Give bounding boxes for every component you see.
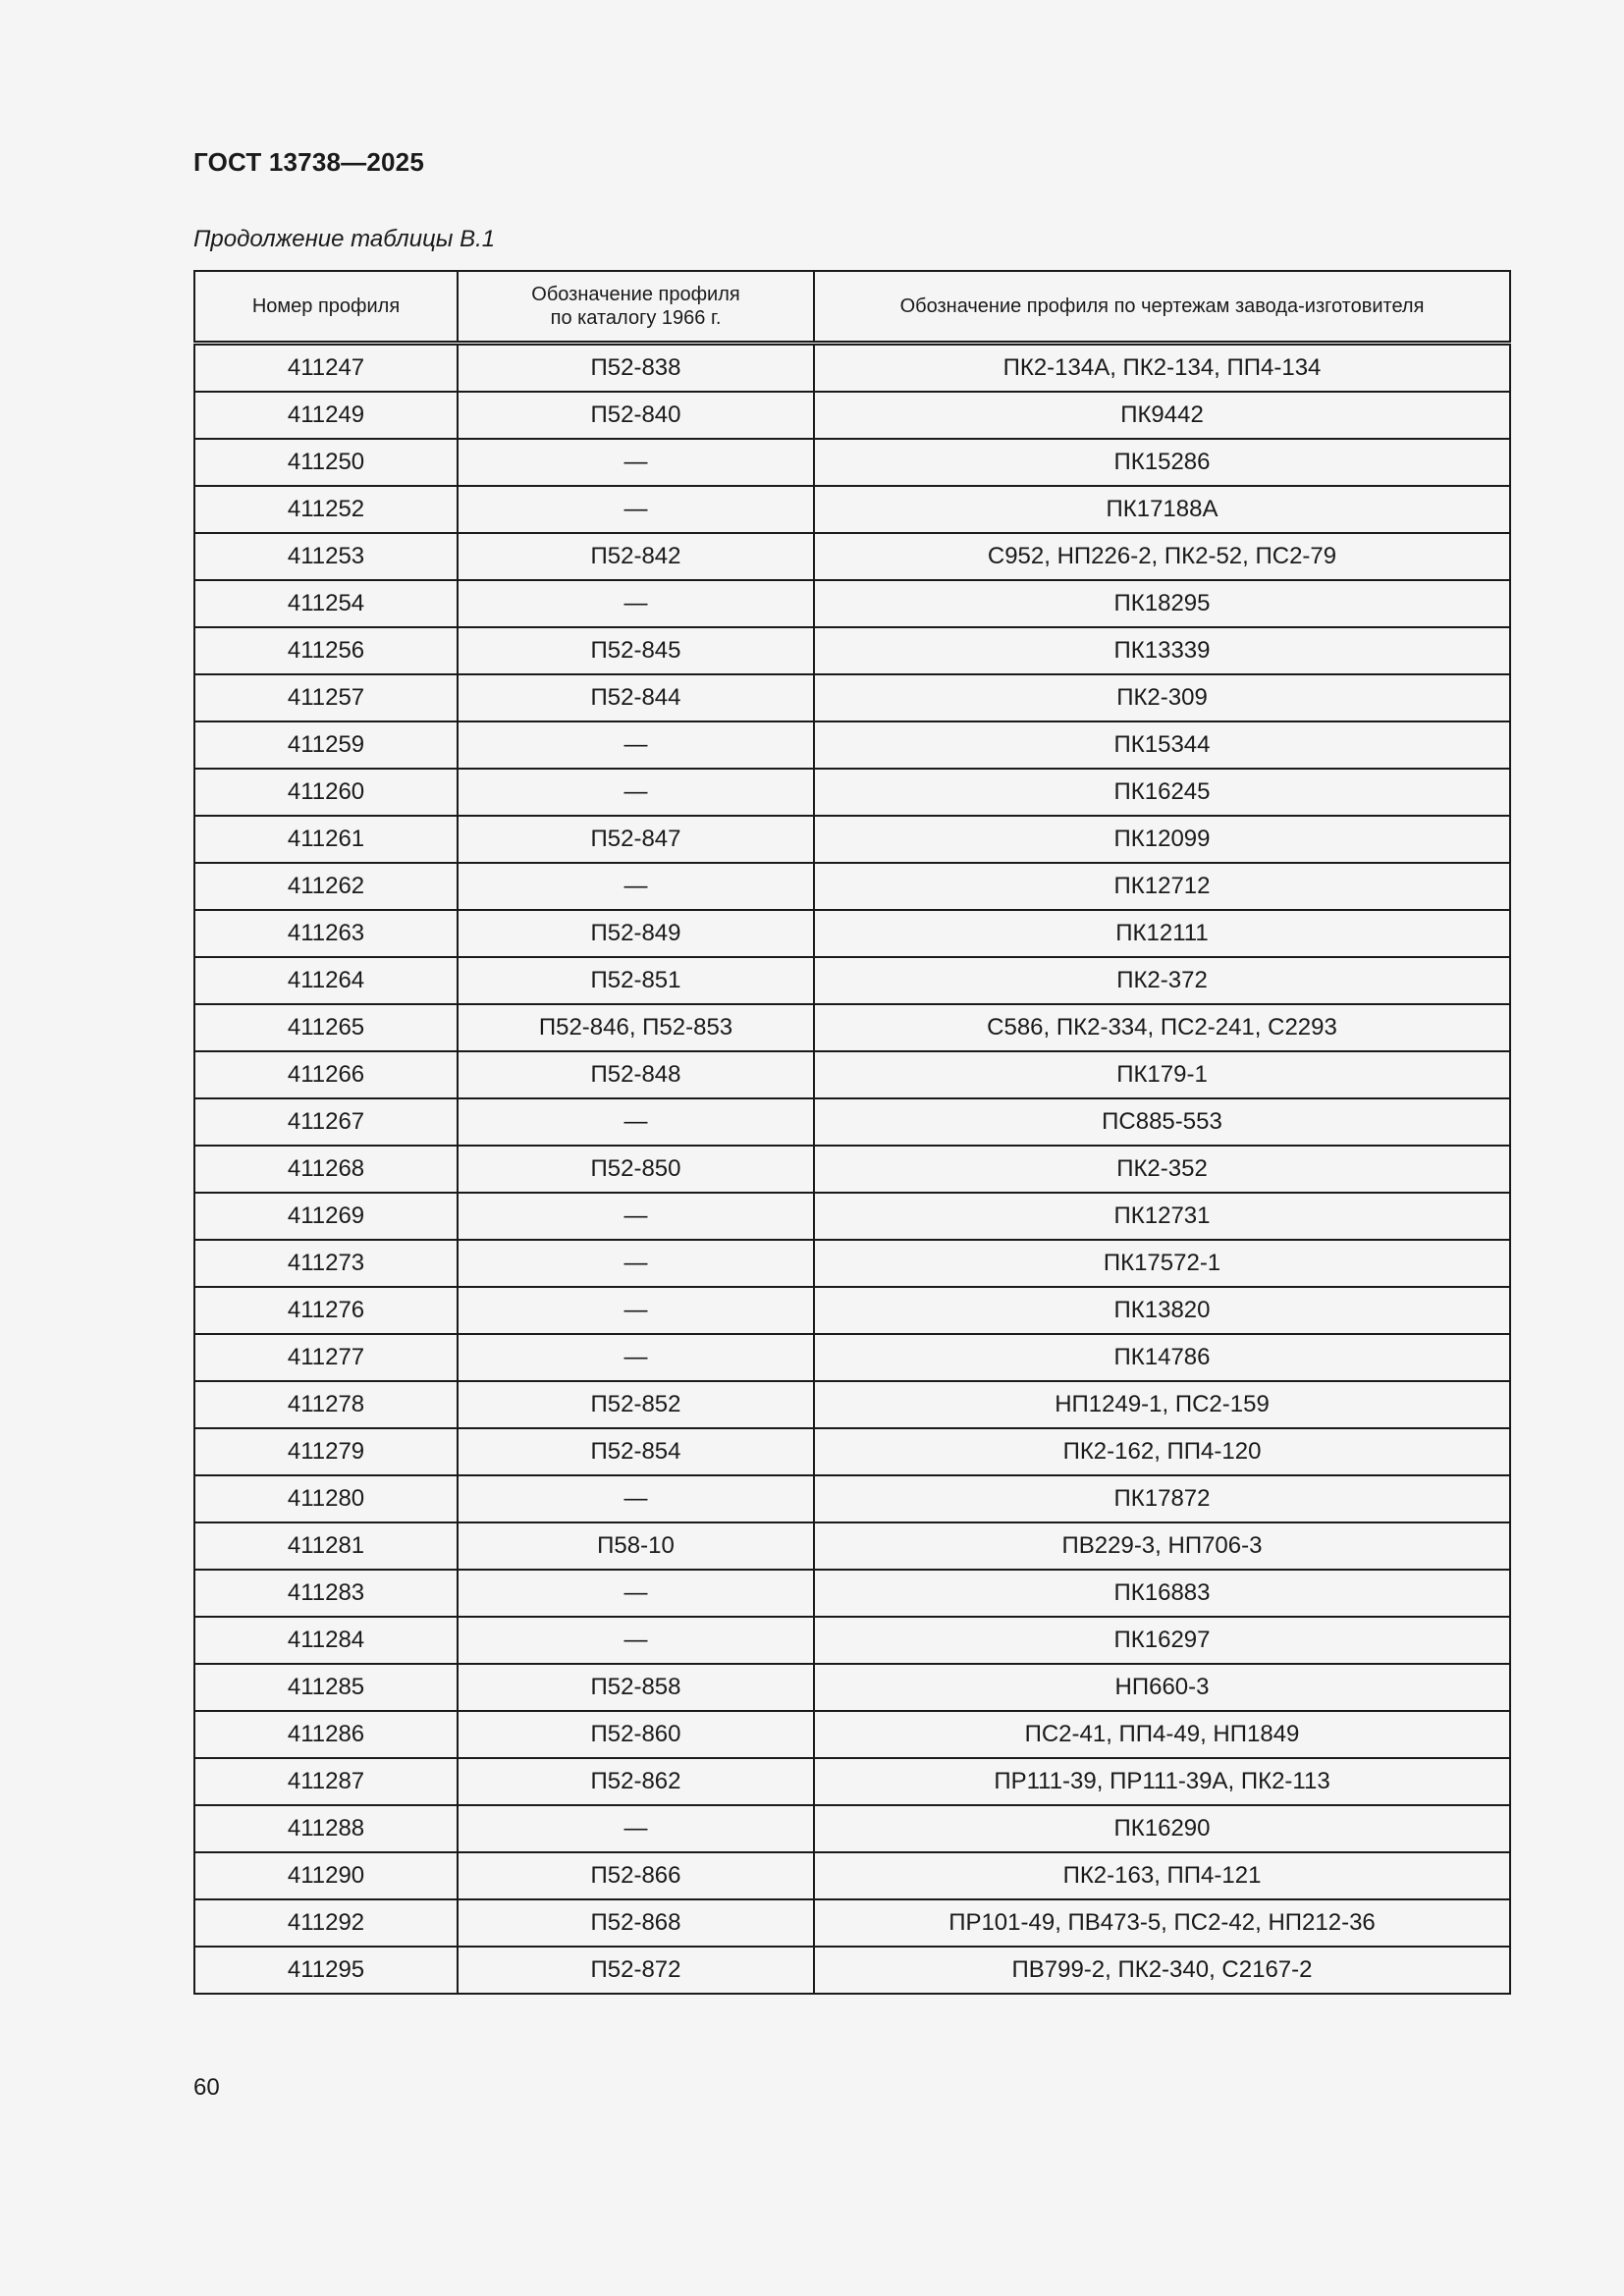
table-body: [194, 344, 1510, 1995]
cell-factory-drawings: ПВ229-3, НП706-3: [814, 1522, 1510, 1570]
column-header-factory-drawings: Обозначение профиля по чертежам завода-изготовителя: [814, 271, 1510, 344]
cell-catalog-1966: —: [458, 1334, 814, 1381]
cell-factory-drawings: ПК2-309: [814, 674, 1510, 721]
cell-profile-number: 411253: [194, 533, 458, 580]
table-header-row: [194, 271, 1510, 344]
cell-factory-drawings: ПК12111: [814, 910, 1510, 957]
cell-factory-drawings: ПК12099: [814, 816, 1510, 863]
cell-catalog-1966: —: [458, 580, 814, 627]
cell-catalog-1966: П52-844: [458, 674, 814, 721]
table-row: [194, 1758, 1510, 1805]
table-row: [194, 1899, 1510, 1947]
cell-catalog-1966: П52-862: [458, 1758, 814, 1805]
cell-profile-number: 411281: [194, 1522, 458, 1570]
cell-catalog-1966: —: [458, 863, 814, 910]
cell-factory-drawings: С952, НП226-2, ПК2-52, ПС2-79: [814, 533, 1510, 580]
cell-factory-drawings: ПК2-162, ПП4-120: [814, 1428, 1510, 1475]
cell-factory-drawings: ПК12712: [814, 863, 1510, 910]
table-row: [194, 674, 1510, 721]
cell-factory-drawings: ПК16883: [814, 1570, 1510, 1617]
cell-factory-drawings: ПК13820: [814, 1287, 1510, 1334]
cell-factory-drawings: ПК14786: [814, 1334, 1510, 1381]
cell-profile-number: 411266: [194, 1051, 458, 1098]
table-row: [194, 721, 1510, 769]
cell-catalog-1966: П58-10: [458, 1522, 814, 1570]
cell-factory-drawings: ПК2-352: [814, 1146, 1510, 1193]
table-row: [194, 1947, 1510, 1994]
cell-catalog-1966: П52-847: [458, 816, 814, 863]
cell-catalog-1966: —: [458, 769, 814, 816]
cell-profile-number: 411259: [194, 721, 458, 769]
cell-profile-number: 411277: [194, 1334, 458, 1381]
cell-profile-number: 411267: [194, 1098, 458, 1146]
cell-profile-number: 411261: [194, 816, 458, 863]
table-row: [194, 910, 1510, 957]
table-row: [194, 1522, 1510, 1570]
cell-profile-number: 411269: [194, 1193, 458, 1240]
cell-catalog-1966: —: [458, 1193, 814, 1240]
cell-profile-number: 411254: [194, 580, 458, 627]
cell-catalog-1966: П52-852: [458, 1381, 814, 1428]
cell-catalog-1966: П52-848: [458, 1051, 814, 1098]
table-row: [194, 957, 1510, 1004]
cell-profile-number: 411280: [194, 1475, 458, 1522]
column-header-catalog-1966: Обозначение профиля по каталогу 1966 г.: [458, 271, 814, 344]
table-row: [194, 1193, 1510, 1240]
cell-catalog-1966: —: [458, 1287, 814, 1334]
cell-profile-number: 411264: [194, 957, 458, 1004]
cell-catalog-1966: П52-850: [458, 1146, 814, 1193]
cell-factory-drawings: ПР101-49, ПВ473-5, ПС2-42, НП212-36: [814, 1899, 1510, 1947]
cell-profile-number: 411252: [194, 486, 458, 533]
table-caption: Продолжение таблицы В.1: [193, 226, 496, 252]
table-row: [194, 1617, 1510, 1664]
cell-profile-number: 411247: [194, 344, 458, 393]
table-row: [194, 1475, 1510, 1522]
cell-catalog-1966: —: [458, 1570, 814, 1617]
cell-factory-drawings: ПС2-41, ПП4-49, НП1849: [814, 1711, 1510, 1758]
cell-factory-drawings: ПК17872: [814, 1475, 1510, 1522]
cell-factory-drawings: ПК16245: [814, 769, 1510, 816]
table-row: [194, 1287, 1510, 1334]
table-row: [194, 1852, 1510, 1899]
cell-profile-number: 411287: [194, 1758, 458, 1805]
table-row: [194, 627, 1510, 674]
table-row: [194, 1146, 1510, 1193]
cell-profile-number: 411285: [194, 1664, 458, 1711]
cell-profile-number: 411268: [194, 1146, 458, 1193]
cell-catalog-1966: —: [458, 1805, 814, 1852]
cell-profile-number: 411286: [194, 1711, 458, 1758]
cell-profile-number: 411249: [194, 392, 458, 439]
cell-catalog-1966: —: [458, 439, 814, 486]
cell-factory-drawings: ПК12731: [814, 1193, 1510, 1240]
cell-factory-drawings: ПК179-1: [814, 1051, 1510, 1098]
profiles-table: [193, 270, 1511, 1995]
cell-factory-drawings: НП1249-1, ПС2-159: [814, 1381, 1510, 1428]
cell-profile-number: 411283: [194, 1570, 458, 1617]
cell-factory-drawings: ПК2-163, ПП4-121: [814, 1852, 1510, 1899]
document-header: ГОСТ 13738—2025: [193, 147, 424, 177]
cell-factory-drawings: ПК13339: [814, 627, 1510, 674]
cell-factory-drawings: ПК16290: [814, 1805, 1510, 1852]
cell-catalog-1966: П52-868: [458, 1899, 814, 1947]
cell-catalog-1966: П52-872: [458, 1947, 814, 1994]
cell-catalog-1966: —: [458, 486, 814, 533]
table-row: [194, 486, 1510, 533]
cell-profile-number: 411260: [194, 769, 458, 816]
table-row: [194, 863, 1510, 910]
cell-profile-number: 411265: [194, 1004, 458, 1051]
cell-catalog-1966: П52-849: [458, 910, 814, 957]
cell-factory-drawings: ПК15286: [814, 439, 1510, 486]
table-row: [194, 1334, 1510, 1381]
cell-factory-drawings: ПС885-553: [814, 1098, 1510, 1146]
cell-factory-drawings: ПК9442: [814, 392, 1510, 439]
table-row: [194, 1664, 1510, 1711]
cell-profile-number: 411290: [194, 1852, 458, 1899]
table-row: [194, 344, 1510, 393]
cell-catalog-1966: П52-840: [458, 392, 814, 439]
cell-catalog-1966: П52-860: [458, 1711, 814, 1758]
cell-catalog-1966: —: [458, 1475, 814, 1522]
table-row: [194, 1004, 1510, 1051]
cell-catalog-1966: —: [458, 1240, 814, 1287]
cell-profile-number: 411273: [194, 1240, 458, 1287]
table-row: [194, 1805, 1510, 1852]
cell-factory-drawings: ПК17188А: [814, 486, 1510, 533]
cell-profile-number: 411292: [194, 1899, 458, 1947]
cell-factory-drawings: ПР111-39, ПР111-39А, ПК2-113: [814, 1758, 1510, 1805]
cell-catalog-1966: П52-845: [458, 627, 814, 674]
table-row: [194, 1051, 1510, 1098]
table-row: [194, 1711, 1510, 1758]
cell-catalog-1966: П52-858: [458, 1664, 814, 1711]
cell-profile-number: 411295: [194, 1947, 458, 1994]
table-row: [194, 1428, 1510, 1475]
table-row: [194, 769, 1510, 816]
cell-catalog-1966: П52-866: [458, 1852, 814, 1899]
table-row: [194, 1240, 1510, 1287]
cell-catalog-1966: П52-846, П52-853: [458, 1004, 814, 1051]
table-row: [194, 580, 1510, 627]
table-row: [194, 1381, 1510, 1428]
cell-profile-number: 411257: [194, 674, 458, 721]
table-row: [194, 392, 1510, 439]
table-row: [194, 816, 1510, 863]
column-header-profile-number: Номер профиля: [194, 271, 458, 344]
cell-catalog-1966: П52-838: [458, 344, 814, 393]
cell-factory-drawings: ПК16297: [814, 1617, 1510, 1664]
cell-catalog-1966: П52-854: [458, 1428, 814, 1475]
cell-factory-drawings: ПК15344: [814, 721, 1510, 769]
cell-profile-number: 411276: [194, 1287, 458, 1334]
cell-profile-number: 411250: [194, 439, 458, 486]
cell-profile-number: 411262: [194, 863, 458, 910]
cell-factory-drawings: С586, ПК2-334, ПС2-241, С2293: [814, 1004, 1510, 1051]
table-row: [194, 1098, 1510, 1146]
cell-profile-number: 411256: [194, 627, 458, 674]
cell-factory-drawings: ПВ799-2, ПК2-340, С2167-2: [814, 1947, 1510, 1994]
table-row: [194, 533, 1510, 580]
cell-catalog-1966: П52-851: [458, 957, 814, 1004]
cell-factory-drawings: ПК18295: [814, 580, 1510, 627]
table-row: [194, 1570, 1510, 1617]
cell-factory-drawings: ПК2-372: [814, 957, 1510, 1004]
table-row: [194, 439, 1510, 486]
cell-factory-drawings: ПК17572-1: [814, 1240, 1510, 1287]
cell-profile-number: 411284: [194, 1617, 458, 1664]
cell-factory-drawings: НП660-3: [814, 1664, 1510, 1711]
cell-catalog-1966: —: [458, 721, 814, 769]
cell-profile-number: 411288: [194, 1805, 458, 1852]
cell-profile-number: 411278: [194, 1381, 458, 1428]
cell-profile-number: 411279: [194, 1428, 458, 1475]
cell-factory-drawings: ПК2-134А, ПК2-134, ПП4-134: [814, 344, 1510, 393]
page-number: 60: [193, 2074, 220, 2101]
cell-catalog-1966: —: [458, 1617, 814, 1664]
cell-catalog-1966: —: [458, 1098, 814, 1146]
cell-catalog-1966: П52-842: [458, 533, 814, 580]
cell-profile-number: 411263: [194, 910, 458, 957]
